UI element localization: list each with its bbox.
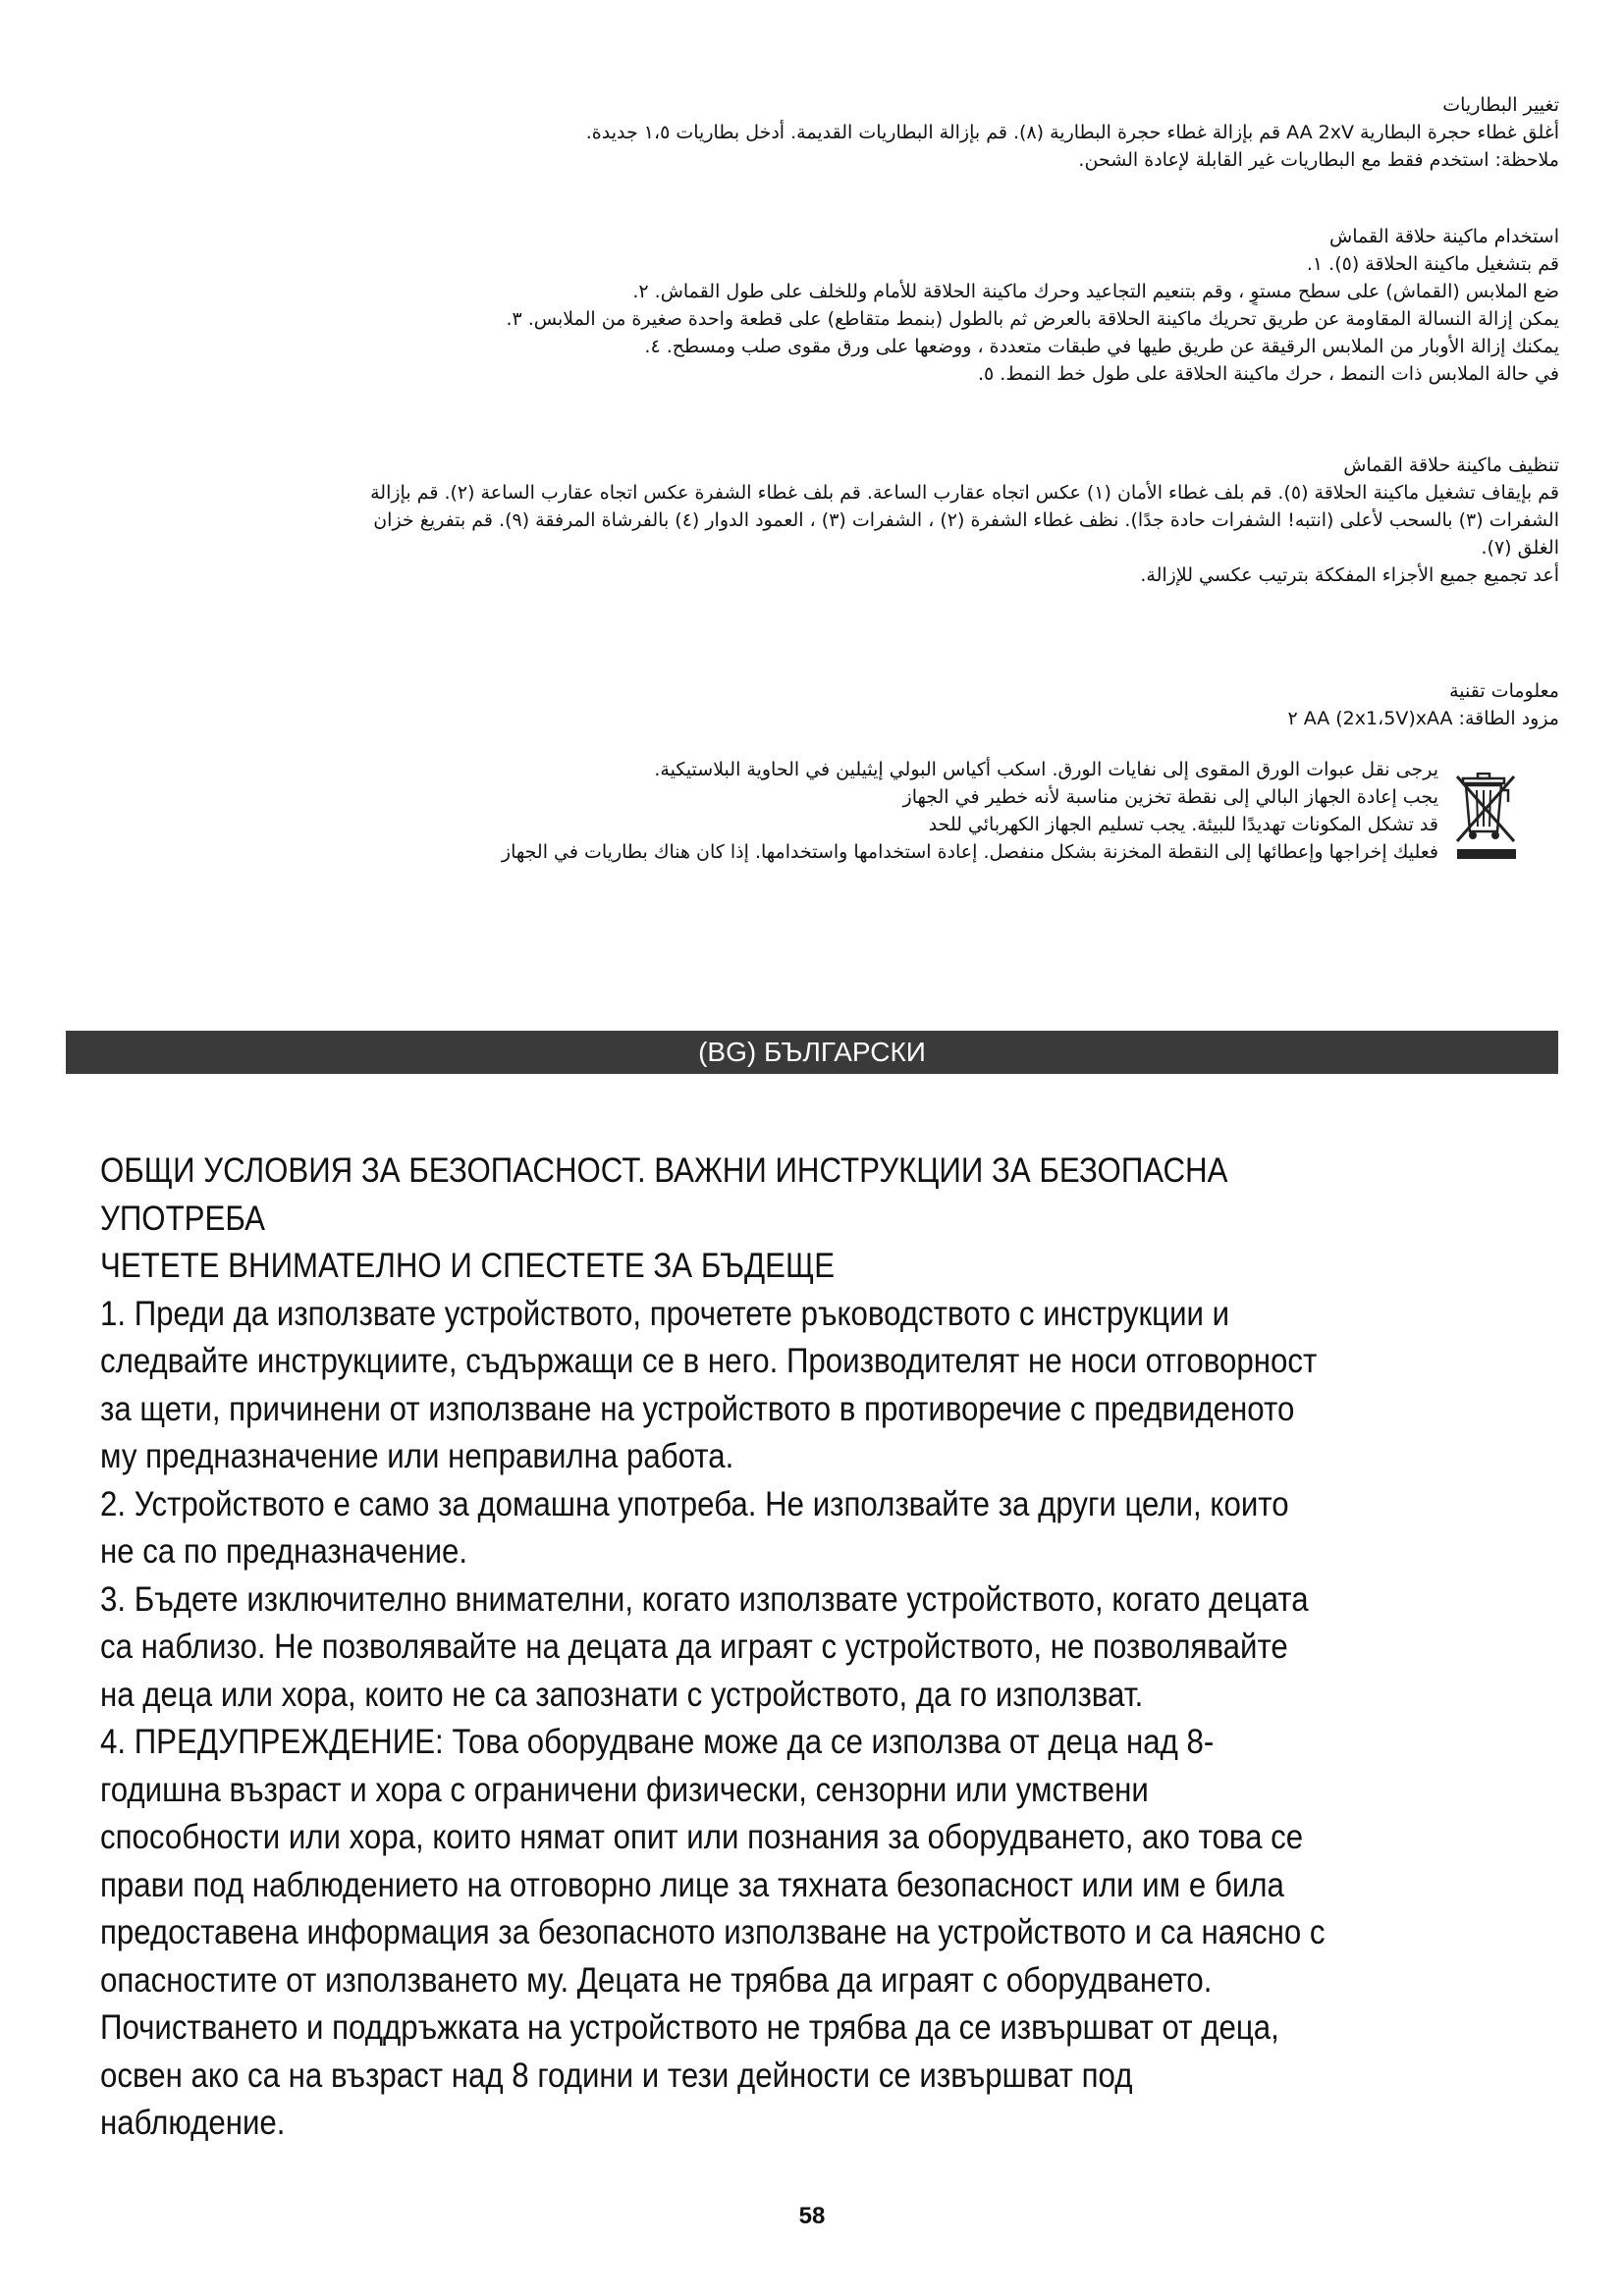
paragraph-line: не са по предназначение. — [100, 1531, 468, 1571]
language-header-bar — [66, 1031, 1558, 1074]
paragraph-line: му предназначение или неправилна работа. — [100, 1436, 734, 1475]
paragraph-line: освен ако са на възраст над 8 години и тези дейности се извършват под — [100, 2055, 1133, 2095]
paragraph-line: прави под наблюдението на отговорно лице за тяхната безопасност или им е била — [100, 1864, 1284, 1904]
paragraph-line: أعد تجميع جميع الأجزاء المفككة بترتيب عكسي للإزالة. — [1140, 564, 1559, 586]
paragraph-line: ملاحظة: استخدم فقط مع البطاريات غير القابلة لإعادة الشحن. — [1078, 149, 1559, 171]
paragraph-line: са наблизо. Не позволявайте на децата да играят с устройството, не позволявайте — [100, 1627, 1288, 1666]
language-label: (BG) БЪЛГАРСКИ — [698, 1037, 926, 1067]
crossed-out-wheelie-bin-icon — [1451, 773, 1522, 863]
paragraph-line: يجب إعادة الجهاز البالي إلى نقطة تخزين مناسبة لأنه خطير في الجهاز — [902, 786, 1438, 808]
tech-power-line: مزود الطاقة: AA (2x1،5V)xAA ٢ — [1287, 708, 1559, 729]
paragraph-line: годишна възраст и хора с ограничени физически, сензорни или умствени — [100, 1769, 1149, 1809]
paragraph-line: опасностите от използването му. Децата не трябва да играят с оборудването. — [100, 1959, 1213, 2000]
paragraph-line: на деца или хора, които не са запознати с устройството, да го използват. — [100, 1674, 1144, 1714]
paragraph-line: قد تشكل المكونات تهديدًا للبيئة. يجب تسليم الجهاز الكهربائي للحد — [928, 814, 1438, 835]
paragraph-line: يرجى نقل عبوات الورق المقوى إلى نفايات الورق. اسكب أكياس البولي إيثيلين في الحاوية البلاستيكية. — [654, 759, 1438, 780]
paragraph-line: следвайте инструкциите, съдържащи се в него. Производителят не носи отговорност — [100, 1341, 1318, 1380]
paragraph-line: способности или хора, които нямат опит или познания за оборудването, ако това се — [100, 1817, 1304, 1856]
arabic-usage-section — [98, 223, 1559, 388]
arabic-battery-section — [98, 91, 1559, 174]
bulgarian-safety-section — [100, 1147, 1573, 2147]
paragraph-line: الغلق (٧). — [1481, 537, 1559, 559]
section-title: تنظيف ماكينة حلاقة القماش — [1343, 454, 1559, 476]
paragraph-line: قم بإيقاف تشغيل ماكينة الحلاقة (٥). قم بلف غطاء الأمان (١) عكس اتجاه عقارب الساعة. قم بلف غطاء الشفرة عكس اتجاه عقارب الساعة (٢). قم بإزالة — [370, 482, 1559, 504]
arabic-tech-section — [98, 677, 1559, 732]
paragraph-line: предоставена информация за безопасното използване на устройството и са наясно с — [100, 1912, 1326, 1951]
heading-line: ОБЩИ УСЛОВИЯ ЗА БЕЗОПАСНОСТ. ВАЖНИ ИНСТРУКЦИИ ЗА БЕЗОПАСНА — [100, 1150, 1228, 1190]
paragraph-line: 2. Устройството е само за домашна употреба. Не използвайте за други цели, които — [100, 1483, 1289, 1523]
arabic-cleaning-section — [98, 452, 1559, 589]
paragraph-line: يمكنك إزالة الأوبار من الملابس الرقيقة عن طريق طيها في طبقات متعددة ، ووضعها على ورق مقوى صلب ومسطح. ٤. — [644, 336, 1559, 357]
paragraph-line: 4. ПРЕДУПРЕЖДЕНИЕ: Това оборудване може да се използва от деца над 8- — [100, 1722, 1215, 1761]
section-title: تغيير البطاريات — [1442, 94, 1559, 116]
heading-line: УПОТРЕБА — [100, 1198, 266, 1238]
page-number: 58 — [798, 2203, 826, 2229]
paragraph-line: ضع الملابس (القماش) على سطح مستوٍ ، وقم بتنعيم التجاعيد وحرك ماكينة الحلاقة للأمام وللخلف على طول القماش. ٢. — [632, 281, 1559, 302]
paragraph-line: يمكن إزالة النسالة المقاومة عن طريق تحريك ماكينة الحلاقة بالعرض ثم بالطول (بنمط متقاطع) على قطعة واحدة صغيرة من الملابس. ٣. — [506, 308, 1559, 330]
paragraph-line: قم بتشغيل ماكينة الحلاقة (٥). ١. — [1306, 253, 1559, 275]
paragraph-line: الشفرات (٣) بالسحب لأعلى (انتبه! الشفرات حادة جدًا). نظف غطاء الشفرة (٢) ، الشفرات (٣) ، العمود الدوار (٤) بالفرشاة المرفقة (٩). قم بتفريغ خزان — [373, 509, 1559, 531]
paragraph-line: Почистването и поддръжката на устройството не трябва да се извършват от деца, — [100, 2007, 1279, 2047]
paragraph-line: 1. Преди да използвате устройството, прочетете ръководството с инструкции и — [100, 1293, 1230, 1333]
heading-line: ЧЕТЕТЕ ВНИМАТЕЛНО И СПЕСТЕТЕ ЗА БЪДЕЩЕ — [100, 1246, 836, 1285]
paragraph-line: في حالة الملابس ذات النمط ، حرك ماكينة الحلاقة على طول خط النمط. ٥. — [977, 363, 1559, 385]
paragraph-line: أغلق غطاء حجرة البطارية AA 2xV قم بإزالة غطاء حجرة البطارية (٨). قم بإزالة البطاريات القديمة. أدخل بطاريات ١،٥ جديدة. — [585, 122, 1559, 143]
paragraph-line: за щети, причинени от използване на устройството в противоречие с предвиденото — [100, 1388, 1295, 1428]
section-title: استخدام ماكينة حلاقة القماش — [1329, 226, 1559, 247]
paragraph-line: فعليك إخراجها وإعطائها إلى النقطة المخزنة بشكل منفصل. إعادة استخدامها واستخدامها. إذا كان هناك بطاريات في الجهاز — [501, 841, 1438, 863]
section-title: معلومات تقنية — [1449, 680, 1559, 702]
paragraph-line: наблюдение. — [100, 2103, 286, 2142]
weee-disposal-text — [98, 756, 1438, 866]
paragraph-line: 3. Бъдете изключително внимателни, когато използвате устройството, когато децата — [100, 1578, 1309, 1619]
